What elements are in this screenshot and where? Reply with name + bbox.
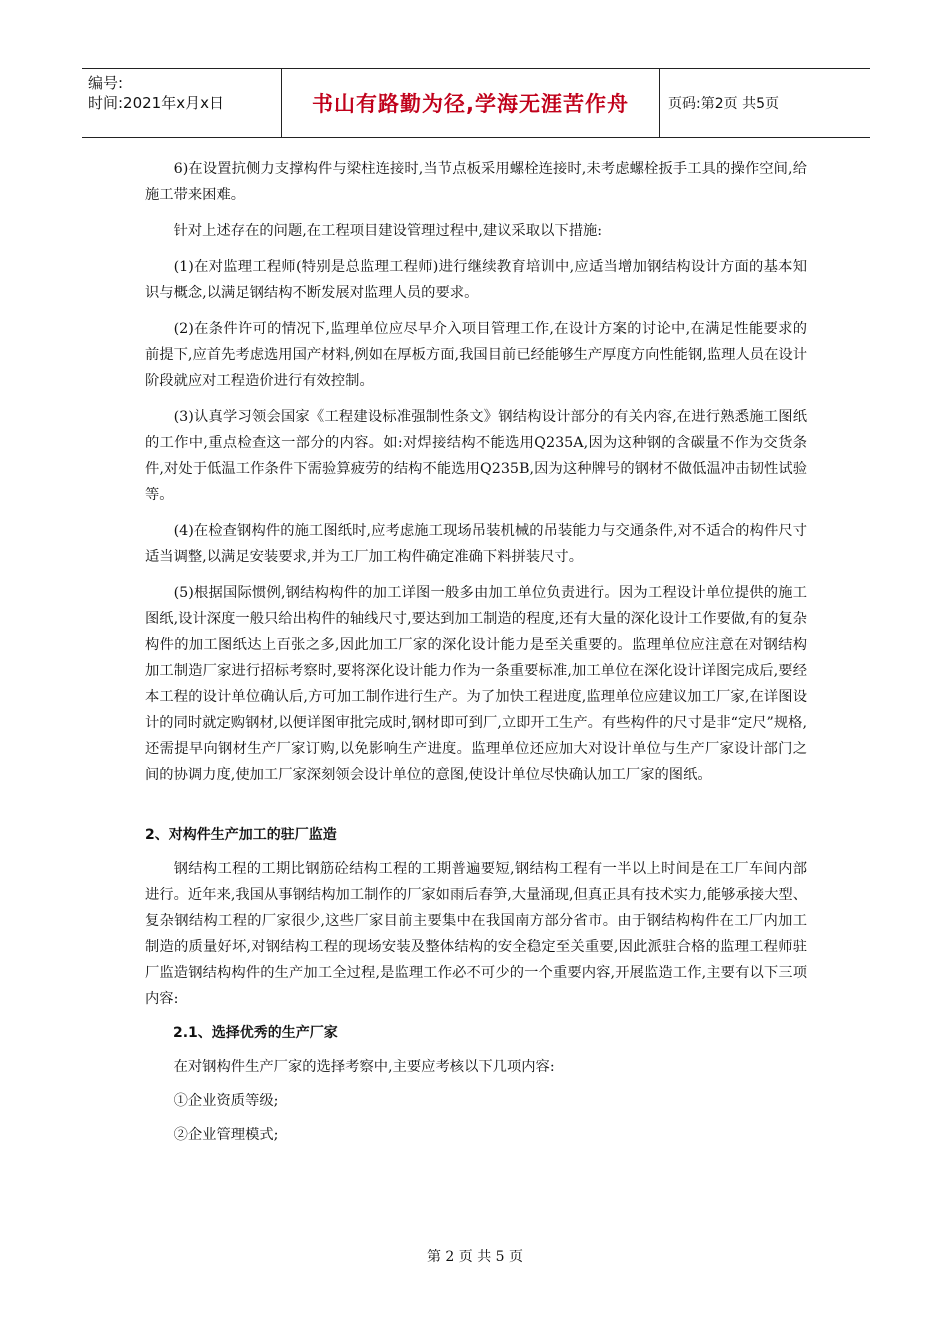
header-page-info: 页码:第2页 共5页 xyxy=(668,96,779,112)
paragraph: (4)在检查钢构件的施工图纸时,应考虑施工现场吊装机械的吊装能力与交通条件,对不适合的构件尺寸适当调整,以满足安装要求,并为工厂加工构件确定准确下料拼装尺寸。 xyxy=(145,523,807,565)
page-header xyxy=(82,68,870,138)
document-date: 时间:2021年x月x日 xyxy=(88,94,224,112)
paragraph: (3)认真学习领会国家《工程建设标准强制性条文》钢结构设计部分的有关内容,在进行熟悉施工图纸的工作中,重点检查这一部分的内容。如:对焊接结构不能选用Q235A,因为这种钢的含碳量不作为交货条件,对处于低温工作条件下需验算疲劳的结构不能选用Q235B,因为这种牌号的钢材不做低温冲击韧性试验等。 xyxy=(145,409,807,503)
list-item: ①企业资质等级; xyxy=(173,1093,279,1109)
section-heading: 2、对构件生产加工的驻厂监造 xyxy=(145,827,337,843)
paragraph: 在对钢构件生产厂家的选择考察中,主要应考核以下几项内容: xyxy=(173,1059,555,1075)
document-body xyxy=(145,156,807,1148)
list-item: ②企业管理模式; xyxy=(173,1127,279,1143)
paragraph: 6)在设置抗侧力支撑构件与梁柱连接时,当节点板采用螺栓连接时,未考虑螺栓扳手工具的操作空间,给施工带来困难。 xyxy=(145,161,807,203)
paragraph: (1)在对监理工程师(特别是总监理工程师)进行继续教育培训中,应适当增加钢结构设计方面的基本知识与概念,以满足钢结构不断发展对监理人员的要求。 xyxy=(145,259,807,301)
paragraph: (5)根据国际惯例,钢结构构件的加工详图一般多由加工单位负责进行。因为工程设计单位提供的施工图纸,设计深度一般只给出构件的轴线尺寸,要达到加工制造的程度,还有大量的深化设计工作要做,有的复杂构件的加工图纸达上百张之多,因此加工厂家的深化设计能力是至关重要的。监理单位应注意在对钢结构加工制造厂家进行招标考察时,要将深化设计能力作为一条重要标准,加工单位在深化设计详图完成后,要经本工程的设计单位确认后,方可加工制作进行生产。为了加快工程进度,监理单位应建议加工厂家,在详图设计的同时就定购钢材,以便详图审批完成时,钢材即可到厂,立即开工生产。有些构件的尺寸是非“定尺”规格,还需提早向钢材生产厂家订购,以免影响生产进度。监理单位还应加大对设计单位与生产厂家设计部门之间的协调力度,使加工厂家深刻领会设计单位的意图,使设计单位尽快确认加工厂家的图纸。 xyxy=(145,585,807,783)
document-number-label: 编号: xyxy=(88,74,124,92)
header-meta xyxy=(82,69,282,137)
page-footer: 第 2 页 共 5 页 xyxy=(426,1249,524,1265)
paragraph: 钢结构工程的工期比钢筋砼结构工程的工期普遍要短,钢结构工程有一半以上时间是在工厂车间内部进行。近年来,我国从事钢结构加工制作的厂家如雨后春笋,大量涌现,但真正具有技术实力,能够承接大型、复杂钢结构工程的厂家很少,这些厂家目前主要集中在我国南方部分省市。由于钢结构构件在工厂内加工制造的质量好坏,对钢结构工程的现场安装及整体结构的安全稳定至关重要,因此派驻合格的监理工程师驻厂监造钢结构构件的生产加工全过程,是监理工作必不可少的一个重要内容,开展监造工作,主要有以下三项内容: xyxy=(145,861,807,1007)
header-motto: 书山有路勤为径,学海无涯苦作舟 xyxy=(282,69,660,137)
paragraph: (2)在条件许可的情况下,监理单位应尽早介入项目管理工作,在设计方案的讨论中,在满足性能要求的前提下,应首先考虑选用国产材料,例如在厚板方面,我国目前已经能够生产厚度方向性能钢,监理人员在设计阶段就应对工程造价进行有效控制。 xyxy=(145,321,807,389)
subsection-heading: 2.1、选择优秀的生产厂家 xyxy=(173,1025,338,1041)
paragraph: 针对上述存在的问题,在工程项目建设管理过程中,建议采取以下措施: xyxy=(173,223,603,239)
